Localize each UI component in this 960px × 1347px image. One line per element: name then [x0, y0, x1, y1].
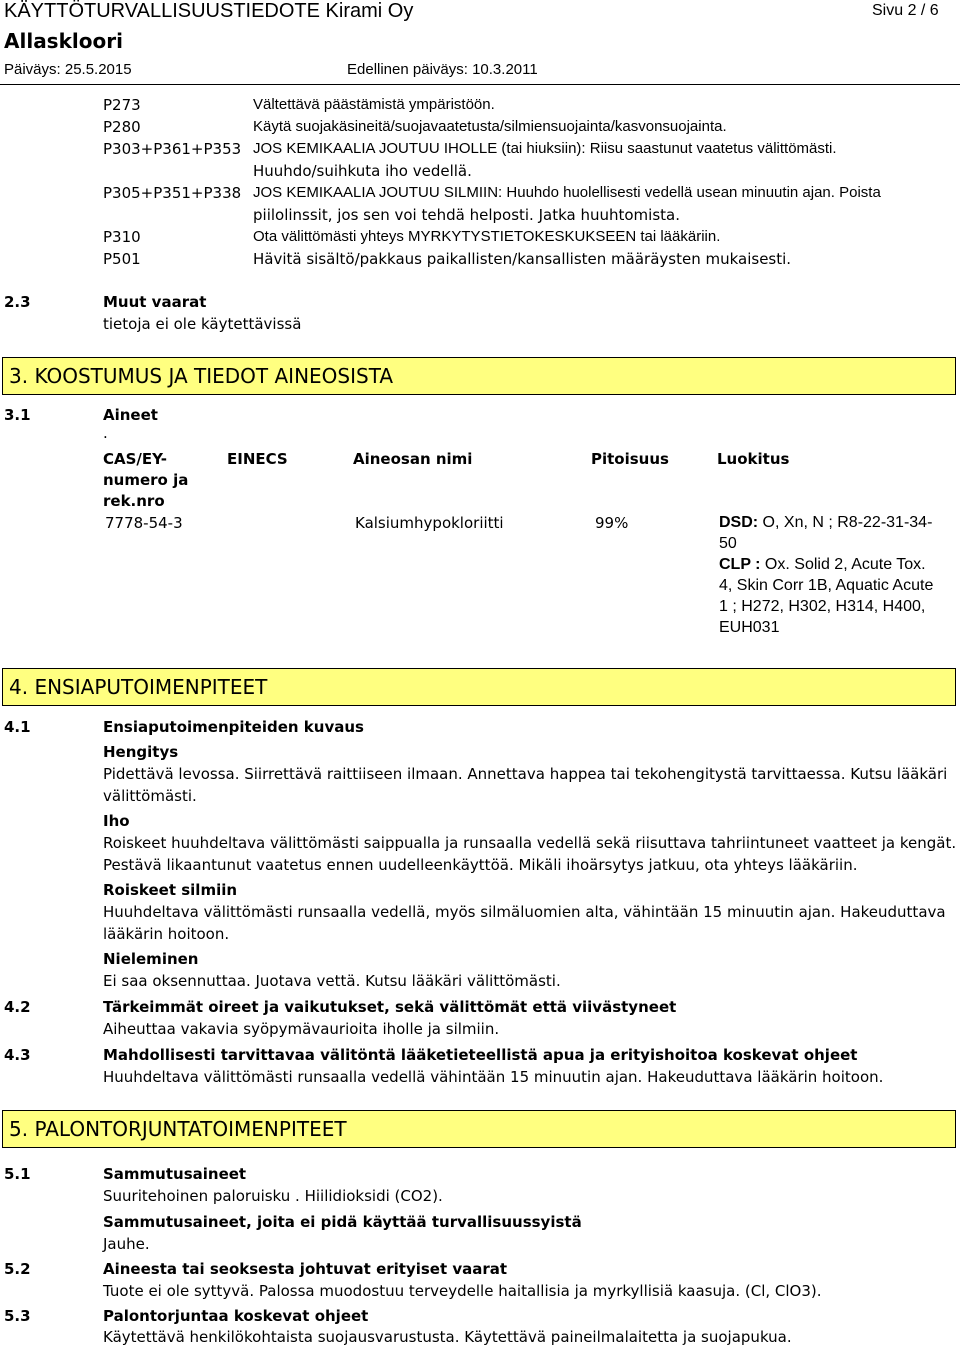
subsection-text: Tuote ei ole syttyvä. Palossa muodostuu terveydelle haitallisia ja myrkyllisiä kaasuja. (Cl, ClO3). [103, 1282, 822, 1300]
skin-text: Pestävä likaantunut vaatetus ennen uudelleenkäyttöä. Mikäli ihoärsytys jatkuu, ota yhteys lääkäriin. [103, 856, 858, 874]
subsection-text: Aiheuttaa vakavia syöpymävaurioita iholle ja silmiin. [103, 1020, 500, 1038]
precaution-text: Ota välittömästi yhteys MYRKYTYSTIETOKESKUKSEEN tai lääkäriin. [253, 228, 721, 245]
precaution-text: Käytä suojakäsineitä/suojavaatetusta/silmiensuojainta/kasvonsuojainta. [253, 118, 727, 135]
section-title: 3. KOOSTUMUS JA TIEDOT AINEOSISTA [9, 364, 394, 388]
column-header-concentration: Pitoisuus [591, 450, 669, 468]
precaution-code: P303+P361+P353 [103, 140, 242, 158]
precaution-text: JOS KEMIKAALIA JOUTUU SILMIIN: Huuhdo huolellisesti vedellä usean minuutin ajan. Poista [253, 184, 881, 201]
subsection-title: Palontorjuntaa koskevat ohjeet [103, 1307, 369, 1325]
cell-classification-clp: CLP : Ox. Solid 2, Acute Tox. [719, 556, 926, 573]
precaution-code: P273 [103, 96, 141, 114]
section-title: 5. PALONTORJUNTATOIMENPITEET [9, 1117, 347, 1141]
subsection-text: Jauhe. [103, 1235, 150, 1253]
subsection-number: 2.3 [4, 293, 31, 311]
subsection-title: Mahdollisesti tarvittavaa välitöntä lääketieteellistä apua ja erityishoitoa koskevat ohjeet [103, 1046, 858, 1064]
subsection-number: 4.3 [4, 1046, 31, 1064]
section-5-header [2, 1110, 956, 1148]
subsection-number: 4.1 [4, 718, 31, 736]
cell-cas: 7778-54-3 [105, 514, 183, 532]
subsection-title: Muut vaarat [103, 293, 207, 311]
column-header-classification: Luokitus [717, 450, 790, 468]
subsection-title: Sammutusaineet [103, 1165, 247, 1183]
cell-classification-clp-cont: 4, Skin Corr 1B, Aquatic Acute [719, 577, 934, 594]
eye-text: Huuhdeltava välittömästi runsaalla vedellä, myös silmäluomien alta, vähintään 15 minuutin ajan. Hakeuduttava [103, 903, 946, 921]
dot: . [103, 424, 108, 442]
cell-classification-clp-cont: 1 ; H272, H302, H314, H400, [719, 598, 926, 615]
subsection-title: Aineet [103, 406, 158, 424]
subsection-title: Aineesta tai seoksesta johtuvat erityiset vaarat [103, 1260, 508, 1278]
product-name: Allaskloori [4, 29, 123, 53]
ingestion-text: Ei saa oksennuttaa. Juotava vettä. Kutsu lääkäri välittömästi. [103, 972, 561, 990]
subsection-number: 3.1 [4, 406, 31, 424]
precaution-text: JOS KEMIKAALIA JOUTUU IHOLLE (tai hiuksiin): Riisu saastunut vaatetus välittömästi. [253, 140, 837, 157]
column-header-cas: rek.nro [103, 492, 165, 510]
subsection-title: Ensiaputoimenpiteiden kuvaus [103, 718, 364, 736]
column-header-cas: CAS/EY- [103, 450, 168, 468]
page-number: Sivu 2 / 6 [872, 2, 939, 19]
header-divider [0, 84, 960, 85]
inhalation-text: Pidettävä levossa. Siirrettävä raittiiseen ilmaan. Annettava happea tai tekohengitystä tarvittaessa. Kutsu lääkäri [103, 765, 948, 783]
section-title: 4. ENSIAPUTOIMENPITEET [9, 675, 268, 699]
skin-text: Roiskeet huuhdeltava välittömästi saippualla ja runsaalla vedellä sekä riisuttava tahriintuneet vaatteet ja kengät. [103, 834, 957, 852]
column-header-einecs: EINECS [227, 450, 288, 468]
cell-classification-dsd: DSD: O, Xn, N ; R8-22-31-34- [719, 514, 933, 531]
precaution-code: P310 [103, 228, 141, 246]
subsection-text: Suuritehoinen paloruisku . Hiilidioksidi (CO2). [103, 1187, 443, 1205]
eye-text: lääkärin hoitoon. [103, 925, 230, 943]
precaution-text-cont: piilolinssit, jos sen voi tehdä helposti. Jatka huuhtomista. [253, 206, 680, 224]
issue-date: Päiväys: 25.5.2015 [4, 61, 132, 78]
cell-name: Kalsiumhypokloriitti [355, 514, 504, 532]
inhalation-heading: Hengitys [103, 743, 179, 761]
precaution-code: P280 [103, 118, 141, 136]
ingestion-heading: Nieleminen [103, 950, 199, 968]
precaution-text: Vältettävä päästämistä ympäristöön. [253, 96, 495, 113]
subsection-title: Sammutusaineet, joita ei pidä käyttää turvallisuussyistä [103, 1213, 582, 1231]
subsection-text: Huuhdeltava välittömästi runsaalla vedellä vähintään 15 minuutin ajan. Hakeuduttava lääkärin hoitoon. [103, 1068, 884, 1086]
document-title: KÄYTTÖTURVALLISUUSTIEDOTE Kirami Oy [4, 0, 414, 22]
section-3-header [2, 357, 956, 395]
precaution-code: P305+P351+P338 [103, 184, 242, 202]
subsection-number: 4.2 [4, 998, 31, 1016]
cell-classification-dsd-cont: 50 [719, 535, 737, 552]
cell-classification-clp-cont: EUH031 [719, 619, 780, 636]
skin-heading: Iho [103, 812, 130, 830]
previous-date: Edellinen päiväys: 10.3.2011 [347, 61, 538, 78]
subsection-title: Tärkeimmät oireet ja vaikutukset, sekä välittömät että viivästyneet [103, 998, 677, 1016]
precaution-text: Hävitä sisältö/pakkaus paikallisten/kansallisten määräysten mukaisesti. [253, 250, 792, 268]
precaution-code: P501 [103, 250, 141, 268]
subsection-number: 5.2 [4, 1260, 31, 1278]
section-4-header [2, 668, 956, 706]
subsection-text: tietoja ei ole käytettävissä [103, 315, 302, 333]
column-header-cas: numero ja [103, 471, 189, 489]
subsection-text: Käytettävä henkilökohtaista suojausvarustusta. Käytettävä paineilmalaitetta ja suojapukua. [103, 1328, 792, 1346]
precaution-text-cont: Huuhdo/suihkuta iho vedellä. [253, 162, 472, 180]
cell-concentration: 99% [595, 514, 629, 532]
eye-heading: Roiskeet silmiin [103, 881, 238, 899]
column-header-name: Aineosan nimi [353, 450, 473, 468]
inhalation-text: välittömästi. [103, 787, 197, 805]
subsection-number: 5.3 [4, 1307, 31, 1325]
subsection-number: 5.1 [4, 1165, 31, 1183]
